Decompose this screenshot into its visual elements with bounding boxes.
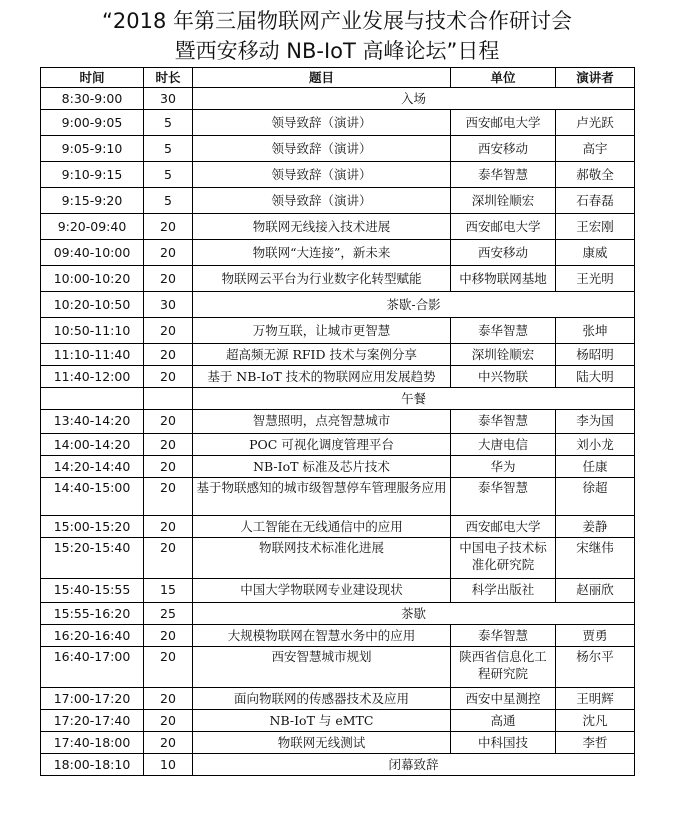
row-time: 15:00-15:20 — [41, 516, 144, 538]
row-speaker: 王光明 — [556, 266, 635, 292]
row-speaker: 李哲 — [556, 732, 635, 754]
row-time: 11:40-12:00 — [41, 366, 144, 388]
table-row — [41, 688, 635, 710]
table-row — [41, 538, 635, 579]
row-topic: 万物互联，让城市更智慧 — [193, 318, 451, 344]
title-line-1: “2018 年第三届物联网产业发展与技术合作研讨会 — [102, 9, 572, 33]
row-speaker: 王明辉 — [556, 688, 635, 710]
row-organization: 泰华智慧 — [451, 162, 556, 188]
table-row — [41, 434, 635, 456]
row-duration — [144, 388, 193, 410]
table-row — [41, 110, 635, 136]
header-time: 时间 — [41, 68, 144, 88]
row-time: 9:05-9:10 — [41, 136, 144, 162]
row-topic: 基于物联感知的城市级智慧停车管理服务应用 — [193, 478, 451, 516]
row-time: 9:20-09:40 — [41, 214, 144, 240]
header-speaker: 演讲者 — [556, 68, 635, 88]
row-time: 17:20-17:40 — [41, 710, 144, 732]
row-organization: 泰华智慧 — [451, 478, 556, 516]
table-header-row — [41, 68, 635, 88]
row-duration: 20 — [144, 710, 193, 732]
row-duration: 30 — [144, 292, 193, 318]
row-time: 15:20-15:40 — [41, 538, 144, 579]
row-time: 16:20-16:40 — [41, 625, 144, 647]
row-time: 10:50-11:10 — [41, 318, 144, 344]
row-topic: POC 可视化调度管理平台 — [193, 434, 451, 456]
row-organization: 西安邮电大学 — [451, 516, 556, 538]
row-duration: 20 — [144, 456, 193, 478]
row-organization: 中移物联网基地 — [451, 266, 556, 292]
row-speaker: 王宏刚 — [556, 214, 635, 240]
row-session: 茶歇-合影 — [193, 292, 635, 318]
row-speaker: 贾勇 — [556, 625, 635, 647]
row-topic: 基于 NB-IoT 技术的物联网应用发展趋势 — [193, 366, 451, 388]
table-row — [41, 214, 635, 240]
row-time: 13:40-14:20 — [41, 410, 144, 434]
row-speaker: 徐超 — [556, 478, 635, 516]
row-topic: 领导致辞（演讲） — [193, 188, 451, 214]
table-row — [41, 388, 635, 410]
row-organization: 泰华智慧 — [451, 318, 556, 344]
row-organization: 中科国技 — [451, 732, 556, 754]
schedule-body — [41, 88, 635, 776]
table-row — [41, 579, 635, 603]
row-topic: 物联网“大连接”，新未来 — [193, 240, 451, 266]
row-time: 9:00-9:05 — [41, 110, 144, 136]
row-organization: 大唐电信 — [451, 434, 556, 456]
table-row — [41, 647, 635, 688]
row-session: 入场 — [193, 88, 635, 110]
row-speaker: 姜静 — [556, 516, 635, 538]
row-time: 09:40-10:00 — [41, 240, 144, 266]
row-topic: 物联网无线接入技术进展 — [193, 214, 451, 240]
row-organization: 中兴物联 — [451, 366, 556, 388]
row-duration: 10 — [144, 754, 193, 776]
row-speaker: 任康 — [556, 456, 635, 478]
table-row — [41, 366, 635, 388]
row-duration: 20 — [144, 240, 193, 266]
row-topic: NB-IoT 与 eMTC — [193, 710, 451, 732]
row-time: 10:20-10:50 — [41, 292, 144, 318]
row-session: 闭幕致辞 — [193, 754, 635, 776]
row-duration: 20 — [144, 344, 193, 366]
row-duration: 15 — [144, 579, 193, 603]
table-row — [41, 318, 635, 344]
row-organization: 高通 — [451, 710, 556, 732]
row-topic: 智慧照明，点亮智慧城市 — [193, 410, 451, 434]
row-duration: 20 — [144, 688, 193, 710]
row-speaker: 康威 — [556, 240, 635, 266]
row-duration: 20 — [144, 366, 193, 388]
row-duration: 20 — [144, 434, 193, 456]
row-organization: 西安移动 — [451, 136, 556, 162]
row-speaker: 沈凡 — [556, 710, 635, 732]
row-time: 17:00-17:20 — [41, 688, 144, 710]
table-row — [41, 292, 635, 318]
row-topic: NB-IoT 标准及芯片技术 — [193, 456, 451, 478]
row-organization: 西安邮电大学 — [451, 110, 556, 136]
row-duration: 5 — [144, 162, 193, 188]
row-duration: 20 — [144, 647, 193, 688]
table-row — [41, 136, 635, 162]
row-speaker: 石春磊 — [556, 188, 635, 214]
row-duration: 20 — [144, 732, 193, 754]
row-duration: 5 — [144, 136, 193, 162]
header-topic: 题目 — [193, 68, 451, 88]
table-row — [41, 478, 635, 516]
row-topic: 面向物联网的传感器技术及应用 — [193, 688, 451, 710]
row-duration: 25 — [144, 603, 193, 625]
table-row — [41, 603, 635, 625]
table-row — [41, 162, 635, 188]
row-topic: 领导致辞（演讲） — [193, 162, 451, 188]
row-speaker: 赵丽欣 — [556, 579, 635, 603]
row-time: 11:10-11:40 — [41, 344, 144, 366]
row-duration: 20 — [144, 410, 193, 434]
row-organization: 深圳铨顺宏 — [451, 188, 556, 214]
table-row — [41, 754, 635, 776]
row-time: 16:40-17:00 — [41, 647, 144, 688]
schedule-table — [40, 67, 635, 776]
row-organization: 西安移动 — [451, 240, 556, 266]
row-session: 茶歇 — [193, 603, 635, 625]
row-topic: 领导致辞（演讲） — [193, 136, 451, 162]
row-speaker: 宋继伟 — [556, 538, 635, 579]
table-row — [41, 240, 635, 266]
row-time: 15:40-15:55 — [41, 579, 144, 603]
row-organization: 泰华智慧 — [451, 410, 556, 434]
table-row — [41, 344, 635, 366]
row-duration: 30 — [144, 88, 193, 110]
row-topic: 物联网云平台为行业数字化转型赋能 — [193, 266, 451, 292]
row-time: 14:20-14:40 — [41, 456, 144, 478]
row-speaker: 杨尔平 — [556, 647, 635, 688]
row-time — [41, 388, 144, 410]
row-duration: 20 — [144, 478, 193, 516]
table-row — [41, 410, 635, 434]
row-speaker: 李为国 — [556, 410, 635, 434]
table-row — [41, 188, 635, 214]
row-topic: 超高频无源 RFID 技术与案例分享 — [193, 344, 451, 366]
row-speaker: 杨昭明 — [556, 344, 635, 366]
row-topic: 大规模物联网在智慧水务中的应用 — [193, 625, 451, 647]
row-topic: 领导致辞（演讲） — [193, 110, 451, 136]
page-title — [0, 6, 674, 66]
row-time: 8:30-9:00 — [41, 88, 144, 110]
row-topic: 物联网无线测试 — [193, 732, 451, 754]
table-row — [41, 516, 635, 538]
row-duration: 20 — [144, 625, 193, 647]
table-row — [41, 456, 635, 478]
row-topic: 人工智能在无线通信中的应用 — [193, 516, 451, 538]
row-duration: 5 — [144, 110, 193, 136]
row-duration: 20 — [144, 266, 193, 292]
row-time: 17:40-18:00 — [41, 732, 144, 754]
row-speaker: 卢光跃 — [556, 110, 635, 136]
row-duration: 20 — [144, 516, 193, 538]
row-duration: 5 — [144, 188, 193, 214]
row-time: 18:00-18:10 — [41, 754, 144, 776]
row-time: 9:15-9:20 — [41, 188, 144, 214]
row-organization: 华为 — [451, 456, 556, 478]
table-row — [41, 710, 635, 732]
row-duration: 20 — [144, 318, 193, 344]
table-row — [41, 625, 635, 647]
title-line-2: 暨西安移动 NB-IoT 高峰论坛”日程 — [174, 39, 500, 63]
row-time: 9:10-9:15 — [41, 162, 144, 188]
row-speaker: 高宇 — [556, 136, 635, 162]
row-organization: 中国电子技术标准化研究院 — [451, 538, 556, 579]
table-row — [41, 88, 635, 110]
row-organization: 西安中星测控 — [451, 688, 556, 710]
row-speaker: 郝敬全 — [556, 162, 635, 188]
table-row — [41, 732, 635, 754]
row-speaker: 刘小龙 — [556, 434, 635, 456]
row-duration: 20 — [144, 214, 193, 240]
row-time: 15:55-16:20 — [41, 603, 144, 625]
row-duration: 20 — [144, 538, 193, 579]
row-organization: 西安邮电大学 — [451, 214, 556, 240]
row-organization: 科学出版社 — [451, 579, 556, 603]
header-organization: 单位 — [451, 68, 556, 88]
row-topic: 西安智慧城市规划 — [193, 647, 451, 688]
row-speaker: 陆大明 — [556, 366, 635, 388]
row-speaker: 张坤 — [556, 318, 635, 344]
row-time: 14:00-14:20 — [41, 434, 144, 456]
row-organization: 泰华智慧 — [451, 625, 556, 647]
row-organization: 深圳铨顺宏 — [451, 344, 556, 366]
row-time: 14:40-15:00 — [41, 478, 144, 516]
row-time: 10:00-10:20 — [41, 266, 144, 292]
header-duration: 时长 — [144, 68, 193, 88]
row-topic: 中国大学物联网专业建设现状 — [193, 579, 451, 603]
row-topic: 物联网技术标准化进展 — [193, 538, 451, 579]
table-row — [41, 266, 635, 292]
row-session: 午餐 — [193, 388, 635, 410]
row-organization: 陕西省信息化工程研究院 — [451, 647, 556, 688]
